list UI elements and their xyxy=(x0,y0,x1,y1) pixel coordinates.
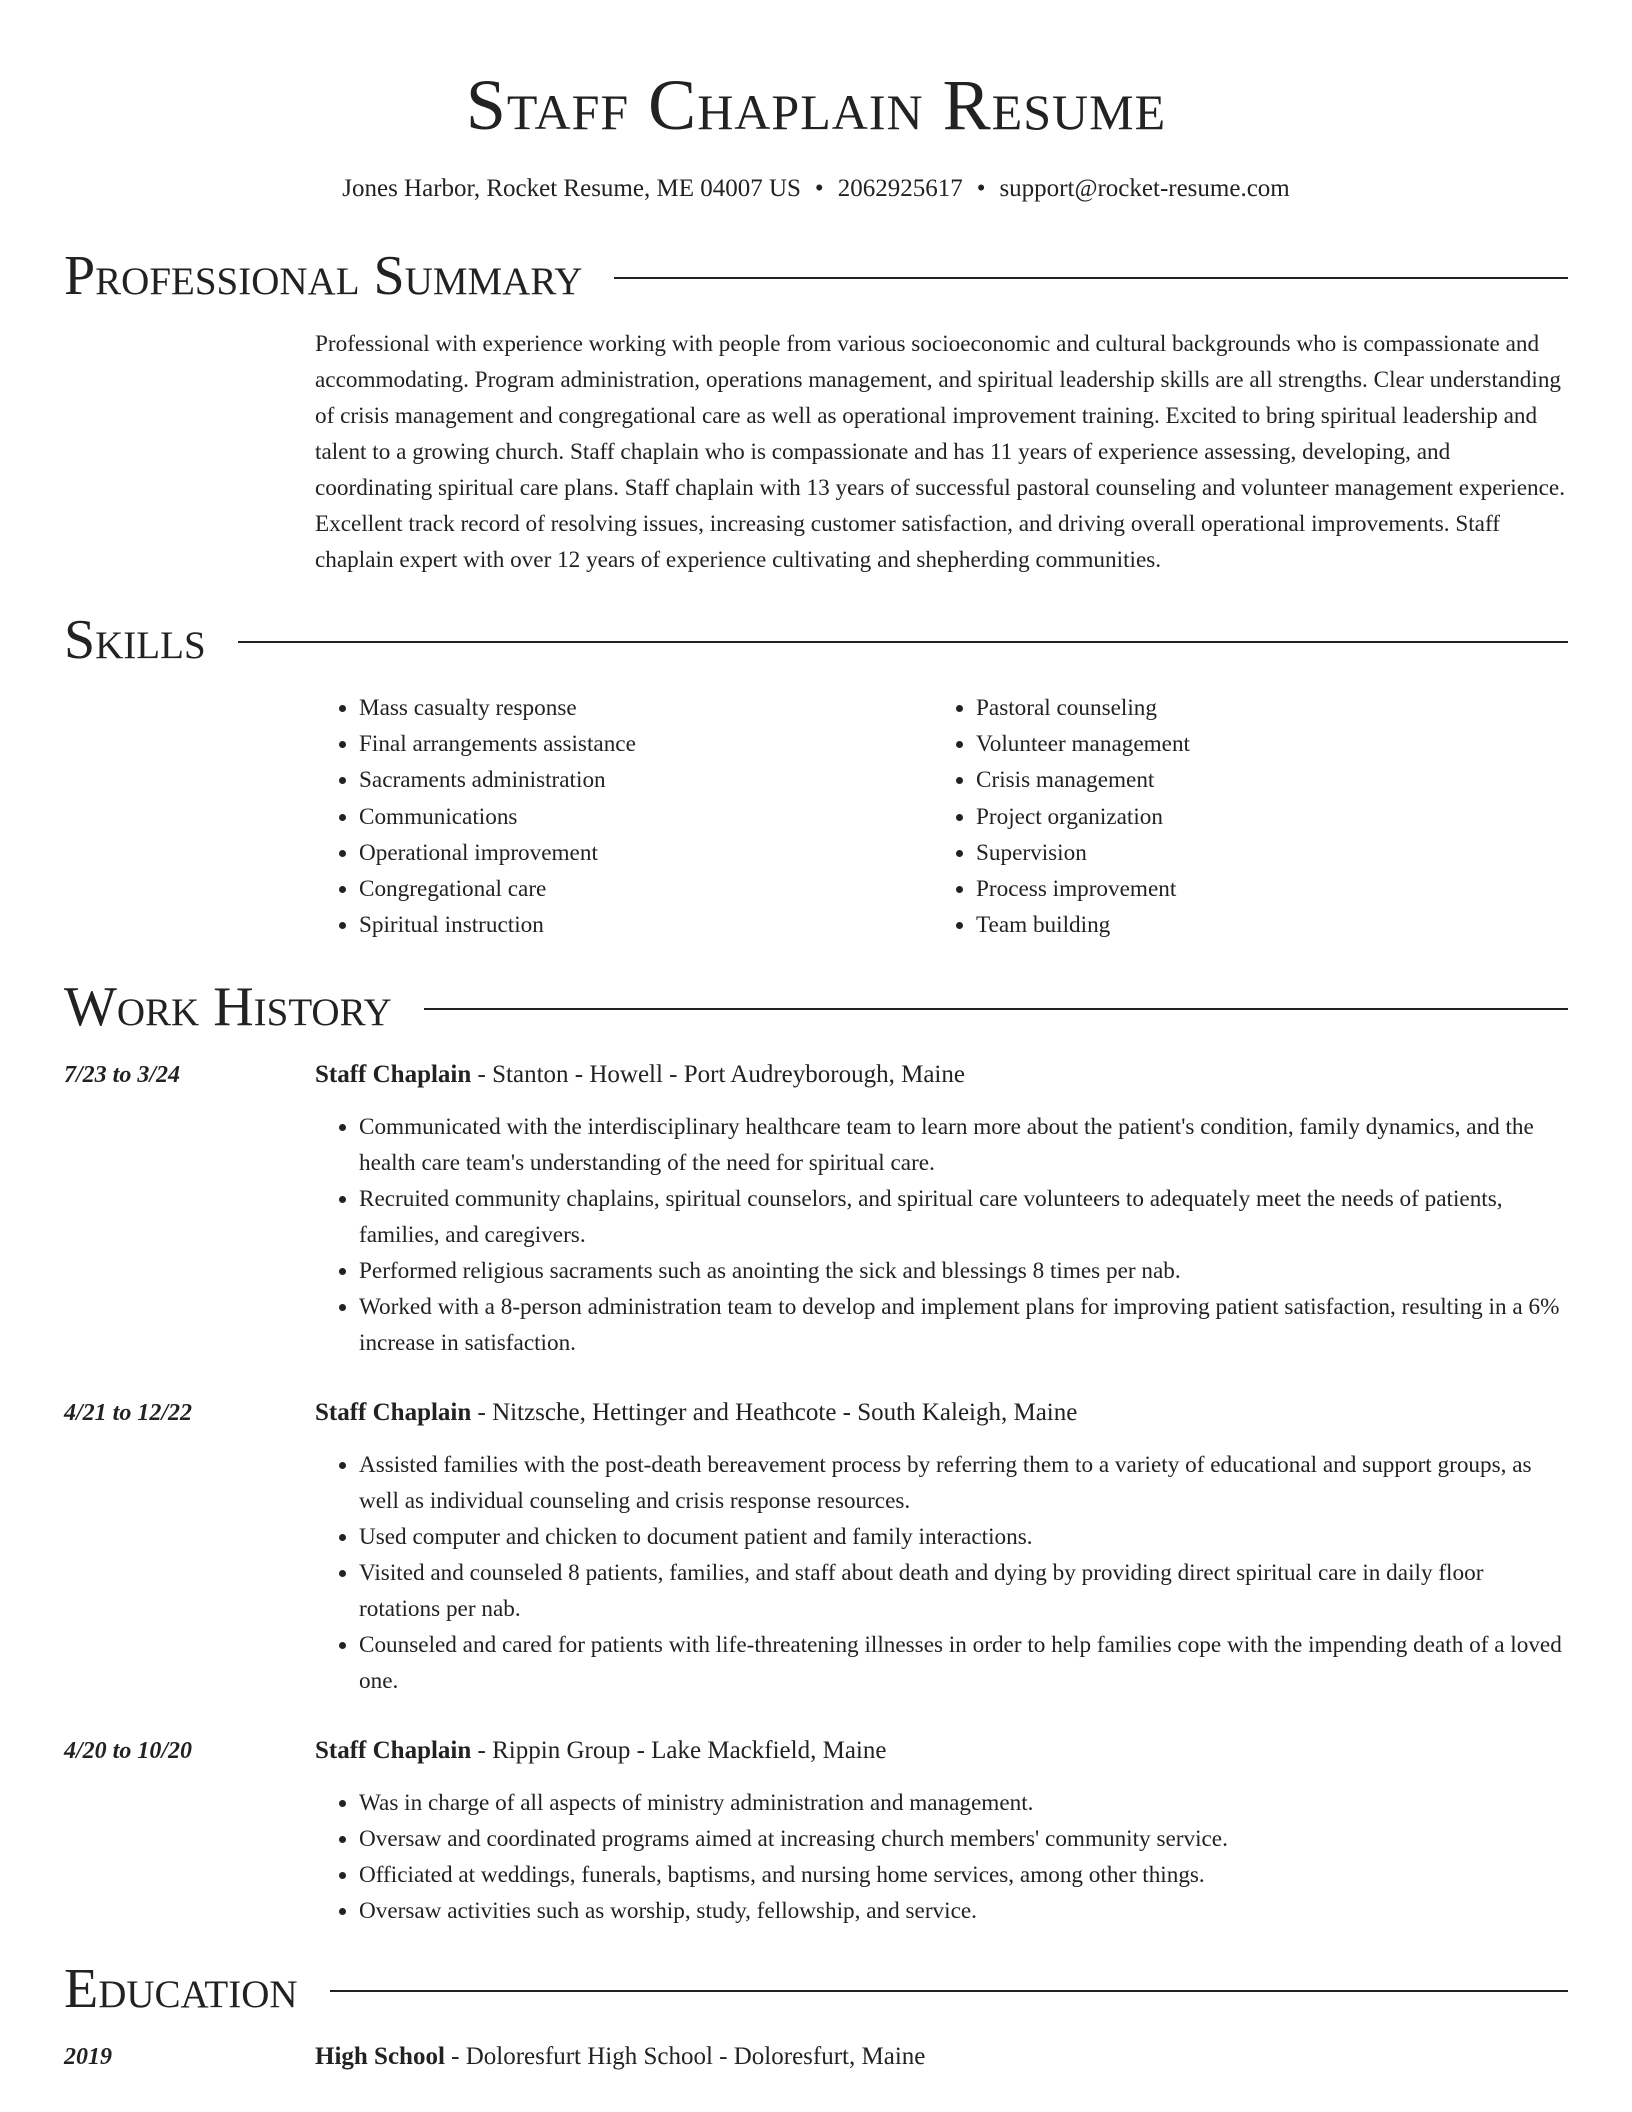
work-dates: 4/21 to 12/22 xyxy=(64,1400,193,1427)
skill-item: • Crisis management xyxy=(976,762,1549,798)
education-details xyxy=(315,2039,1568,2075)
job-employer-location: - Stanton - Howell - Port Audreyborough, Maine xyxy=(471,1061,965,1089)
education-dates: 2019 xyxy=(64,2044,112,2071)
education-section-header xyxy=(64,1957,1568,2021)
skills-column-right xyxy=(932,690,1549,943)
section-divider xyxy=(238,641,1568,643)
page-title: Staff Chaplain Resume xyxy=(465,65,1167,145)
work-entry xyxy=(64,1395,1568,1699)
contact-email[interactable]: support@rocket-resume.com xyxy=(999,175,1290,202)
skill-item: • Communications xyxy=(359,799,932,835)
school-location: - Doloresfurt High School - Doloresfurt, Maine xyxy=(444,2043,926,2071)
skill-item: • Team building xyxy=(976,907,1549,943)
job-duty-item: • Assisted families with the post-death bereavement process by referring them to a variety of educational and support groups, as well as individual counseling and crisis response resources. xyxy=(359,1447,1568,1519)
work-entry xyxy=(64,1057,1568,1361)
skill-item: • Pastoral counseling xyxy=(976,690,1549,726)
skills-section-header xyxy=(64,608,1568,672)
job-duties xyxy=(315,1785,1568,1929)
skill-item: • Sacraments administration xyxy=(359,762,932,798)
job-duties xyxy=(315,1447,1568,1699)
work-dates: 4/20 to 10/20 xyxy=(64,1738,193,1765)
job-duty-item: • Used computer and chicken to document patient and family interactions. xyxy=(359,1519,1568,1555)
contact-separator: • xyxy=(814,175,824,202)
job-duty-item: • Oversaw and coordinated programs aimed at increasing church members' community service. xyxy=(359,1821,1568,1857)
contact-line xyxy=(64,172,1568,206)
skill-item: • Supervision xyxy=(976,835,1549,871)
work-heading xyxy=(315,1395,1568,1431)
job-duty-item: • Oversaw activities such as worship, study, fellowship, and service. xyxy=(359,1893,1568,1929)
job-duty-item: • Counseled and cared for patients with life-threatening illnesses in order to help families cope with the impending death of a loved one. xyxy=(359,1627,1568,1699)
job-employer-location: - Nitzsche, Hettinger and Heathcote - South Kaleigh, Maine xyxy=(471,1399,1078,1427)
work-details xyxy=(315,1057,1568,1361)
work-heading: Work History xyxy=(64,976,392,1039)
section-divider xyxy=(424,1008,1568,1010)
job-duty-item: • Recruited community chaplains, spiritual counselors, and spiritual care volunteers to adequately meet the needs of patients, families, and caregivers. xyxy=(359,1181,1568,1253)
skill-item: • Volunteer management xyxy=(976,726,1549,762)
education-heading xyxy=(315,2039,1568,2075)
section-divider xyxy=(330,1990,1568,1992)
section-divider xyxy=(614,277,1568,279)
work-section-header xyxy=(64,975,1568,1039)
work-heading xyxy=(315,1733,1568,1769)
education-entry xyxy=(64,2039,1568,2075)
work-heading xyxy=(315,1057,1568,1093)
skill-item: • Process improvement xyxy=(976,871,1549,907)
job-duties xyxy=(315,1109,1568,1361)
degree-title: High School xyxy=(315,2043,445,2071)
job-duty-item: • Officiated at weddings, funerals, baptisms, and nursing home services, among other things. xyxy=(359,1857,1568,1893)
skill-item: • Mass casualty response xyxy=(359,690,932,726)
contact-separator: • xyxy=(976,175,986,202)
job-duty-item: • Performed religious sacraments such as anointing the sick and blessings 8 times per nab. xyxy=(359,1253,1568,1289)
job-title: Staff Chaplain xyxy=(315,1399,472,1427)
job-duty-item: • Worked with a 8-person administration team to develop and implement plans for improving patient satisfaction, resulting in a 6% increase in satisfaction. xyxy=(359,1289,1568,1361)
work-details xyxy=(315,1395,1568,1699)
job-duty-item: • Communicated with the interdisciplinary healthcare team to learn more about the patient's condition, family dynamics, and the health care team's understanding of the need for spiritual care. xyxy=(359,1109,1568,1181)
job-duty-item: • Visited and counseled 8 patients, families, and staff about death and dying by providing direct spiritual care in daily floor rotations per nab. xyxy=(359,1555,1568,1627)
job-duty-item: • Was in charge of all aspects of ministry administration and management. xyxy=(359,1785,1568,1821)
job-title: Staff Chaplain xyxy=(315,1737,472,1765)
work-entry xyxy=(64,1733,1568,1929)
skill-item: • Congregational care xyxy=(359,871,932,907)
skills-column-left xyxy=(315,690,932,943)
work-history-list xyxy=(64,1057,1568,1929)
education-list xyxy=(64,2039,1568,2075)
work-dates: 7/23 to 3/24 xyxy=(64,1062,181,1089)
job-employer-location: - Rippin Group - Lake Mackfield, Maine xyxy=(471,1737,887,1765)
skill-item: • Project organization xyxy=(976,799,1549,835)
work-details xyxy=(315,1733,1568,1929)
summary-heading: Professional Summary xyxy=(64,245,583,307)
skill-item: • Final arrangements assistance xyxy=(359,726,932,762)
contact-phone: 2062925617 xyxy=(837,175,963,202)
summary-text: Professional with experience working with people from various socioeconomic and cultural backgrounds who is compassionate and accommodating. Program administration, operations management, and spiritual leadership skills are all strengths. Clear understanding of crisis management and congregational care as well as operational improvement training. Excited to bring spiritual leadership and talent to a growing church. Staff chaplain who is compassionate and has 11 years of experience assessing, developing, and coordinating spiritual care plans. Staff chaplain with 13 years of successful pastoral counseling and volunteer management experience. Excellent track record of resolving issues, increasing customer satisfaction, and driving overall operational improvements. Staff chaplain expert with over 12 years of experience cultivating and shepherding communities. xyxy=(315,331,1565,573)
education-heading: Education xyxy=(64,1958,298,2021)
skills-heading: Skills xyxy=(64,609,206,671)
contact-address: Jones Harbor, Rocket Resume, ME 04007 US xyxy=(342,175,801,202)
skill-item: • Spiritual instruction xyxy=(359,907,932,943)
job-title: Staff Chaplain xyxy=(315,1061,472,1089)
skills-list xyxy=(315,690,1568,943)
skill-item: • Operational improvement xyxy=(359,835,932,871)
resume-page xyxy=(64,0,1568,2075)
summary-section-header xyxy=(64,244,1568,308)
